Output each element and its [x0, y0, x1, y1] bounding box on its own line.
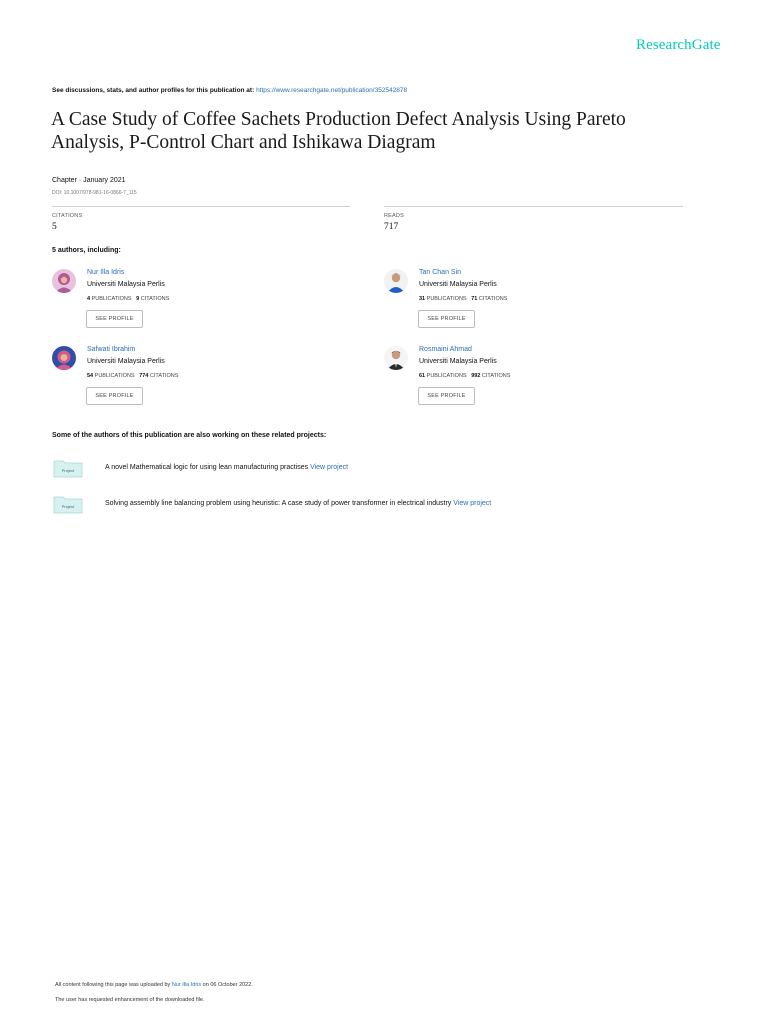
author-stats — [419, 373, 510, 379]
author-stats — [419, 296, 507, 302]
view-project-link[interactable]: View project — [310, 464, 349, 471]
publications-count: 54 — [87, 373, 94, 379]
citations-count: 71 — [471, 296, 478, 302]
author-card — [52, 269, 352, 341]
project-item — [105, 464, 348, 471]
see-discussions-text: See discussions, stats, and author profiles for this publication at: — [52, 87, 257, 94]
reads-label: READS — [384, 213, 404, 219]
upload-note-suffix: on 06 October 2022. — [201, 982, 253, 988]
publications-label: PUBLICATIONS — [94, 373, 135, 379]
divider — [52, 206, 350, 207]
citations-label: CITATIONS — [140, 296, 170, 302]
publications-label: PUBLICATIONS — [91, 296, 132, 302]
author-card — [384, 346, 684, 418]
publication-meta: Chapter · January 2021 — [52, 177, 126, 184]
avatar[interactable] — [52, 346, 76, 370]
authors-heading: 5 authors, including: — [52, 247, 121, 254]
author-name[interactable]: Tan Chan Sin — [419, 269, 462, 276]
project-title: Solving assembly line balancing problem using heuristic: A case study of power transformer in electrical industry — [105, 500, 454, 507]
citations-count: 5 — [52, 222, 57, 232]
author-stats — [87, 296, 169, 302]
author-name[interactable]: Rosmaini Ahmad — [419, 346, 472, 353]
project-icon-label: Project — [61, 504, 75, 509]
citations-label: CITATIONS — [149, 373, 179, 379]
project-title: A novel Mathematical logic for using lean manufacturing practises — [105, 464, 311, 471]
author-card — [52, 346, 352, 418]
publications-label: PUBLICATIONS — [426, 373, 467, 379]
citations-label: CITATIONS — [52, 213, 83, 219]
see-profile-button[interactable]: SEE PROFILE — [418, 310, 475, 328]
avatar[interactable] — [384, 269, 408, 293]
author-name[interactable]: Safwati Ibrahim — [87, 346, 136, 353]
reads-count: 717 — [384, 222, 399, 232]
see-discussions-line — [52, 87, 407, 94]
see-profile-button[interactable]: SEE PROFILE — [86, 387, 143, 405]
divider — [384, 206, 683, 207]
avatar[interactable] — [384, 346, 408, 370]
project-icon-label: Project — [61, 468, 75, 473]
project-item — [105, 500, 491, 507]
citations-label: CITATIONS — [478, 296, 508, 302]
citations-label: CITATIONS — [481, 373, 511, 379]
citations-count: 992 — [471, 373, 481, 379]
publications-label: PUBLICATIONS — [426, 296, 467, 302]
project-folder-icon[interactable] — [53, 494, 83, 514]
author-name[interactable]: Nur Illa Idris — [87, 269, 125, 276]
citations-count: 774 — [139, 373, 149, 379]
see-profile-button[interactable]: SEE PROFILE — [418, 387, 475, 405]
author-institution: Universiti Malaysia Perlis — [419, 358, 497, 365]
related-projects-heading: Some of the authors of this publication are also working on these related projects: — [52, 432, 327, 439]
project-folder-icon[interactable] — [53, 458, 83, 478]
publications-count: 4 — [87, 296, 91, 302]
publications-count: 61 — [419, 373, 426, 379]
see-profile-button[interactable]: SEE PROFILE — [86, 310, 143, 328]
upload-note-prefix: All content following this page was uploaded by — [55, 982, 172, 988]
citations-count: 9 — [136, 296, 140, 302]
author-card — [384, 269, 684, 341]
enhancement-note: The user has requested enhancement of the downloaded file. — [55, 997, 205, 1003]
author-institution: Universiti Malaysia Perlis — [419, 281, 497, 288]
publication-title: A Case Study of Coffee Sachets Production Defect Analysis Using Pareto Analysis, P-Control Chart and Ishikawa Diagram — [51, 109, 626, 153]
uploader-link[interactable]: Nur Illa Idris — [171, 982, 202, 988]
author-institution: Universiti Malaysia Perlis — [87, 281, 165, 288]
researchgate-logo[interactable]: ResearchGate — [636, 37, 721, 53]
publications-count: 31 — [419, 296, 426, 302]
publication-doi: DOI: 10.1007/978-981-16-0866-7_115 — [52, 190, 137, 196]
publication-link[interactable]: https://www.researchgate.net/publication/352542878 — [256, 87, 408, 94]
avatar[interactable] — [52, 269, 76, 293]
author-institution: Universiti Malaysia Perlis — [87, 358, 165, 365]
upload-note — [55, 982, 253, 988]
view-project-link[interactable]: View project — [453, 500, 492, 507]
author-stats — [87, 373, 178, 379]
